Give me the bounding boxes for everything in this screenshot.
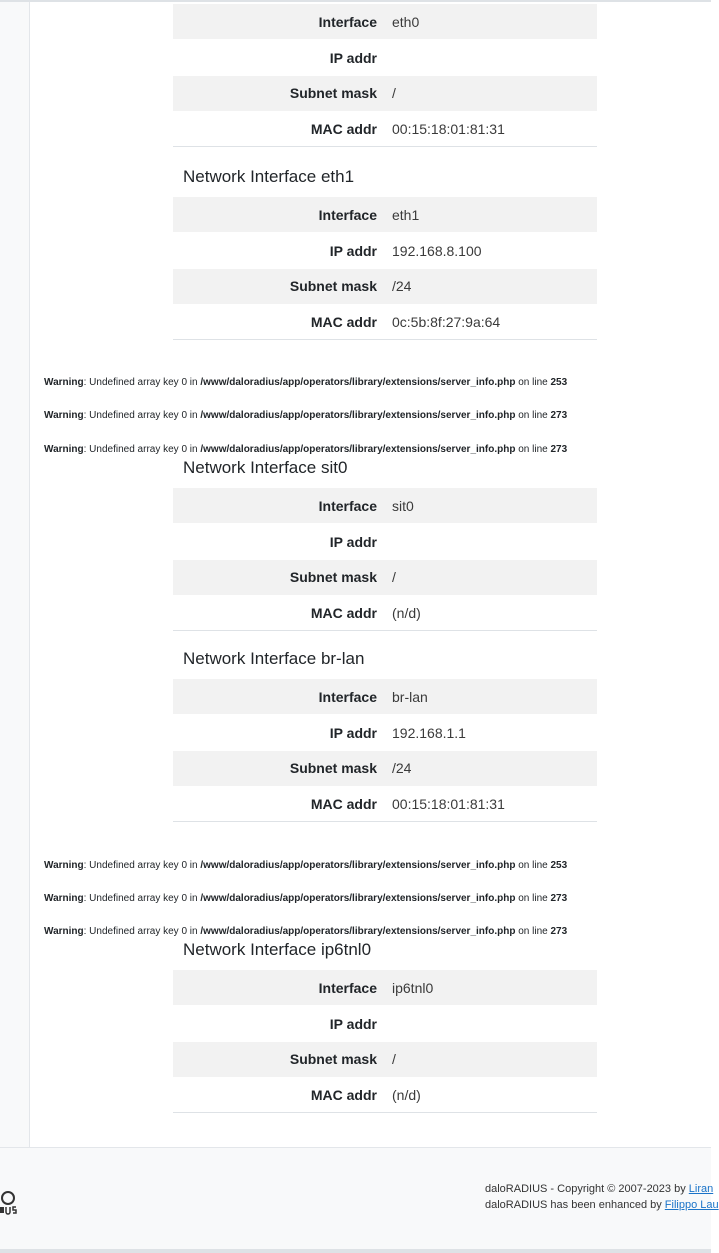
php-warning <box>44 893 567 905</box>
table-row <box>173 304 597 340</box>
field-label: IP addr <box>173 1006 385 1042</box>
warning-on-line: on line <box>515 410 551 421</box>
table-row <box>173 75 597 111</box>
warning-line: 273 <box>550 926 568 937</box>
field-value: / <box>385 1041 597 1077</box>
author-link[interactable]: Liran <box>688 1183 714 1195</box>
field-value: (n/d) <box>385 1077 597 1113</box>
interface-block-eth0 <box>173 4 597 147</box>
table-row <box>173 524 597 560</box>
table-row <box>173 488 597 524</box>
interface-table <box>173 197 597 340</box>
daloradius-logo-icon <box>0 1188 20 1216</box>
field-value: 00:15:18:01:81:31 <box>385 786 597 822</box>
field-label: IP addr <box>173 40 385 76</box>
warning-label: Warning <box>44 377 84 388</box>
php-warning <box>44 860 567 872</box>
footer-enhanced <box>485 1199 719 1211</box>
copyright-text: daloRADIUS - Copyright © 2007-2023 by <box>485 1183 689 1195</box>
field-value: / <box>385 559 597 595</box>
warning-label: Warning <box>44 444 84 455</box>
warning-path: /www/daloradius/app/operators/library/extensions/server_info.php <box>200 444 516 455</box>
warning-on-line: on line <box>515 444 551 455</box>
warning-line: 273 <box>550 410 568 421</box>
interface-title: Network Interface sit0 <box>183 458 348 477</box>
field-value <box>385 1006 597 1042</box>
warning-path: /www/daloradius/app/operators/library/extensions/server_info.php <box>200 893 516 904</box>
table-row <box>173 1041 597 1077</box>
field-label: IP addr <box>173 715 385 751</box>
interface-table <box>173 4 597 147</box>
warning-label: Warning <box>44 860 84 871</box>
field-label: Subnet mask <box>173 559 385 595</box>
field-value: (n/d) <box>385 595 597 631</box>
field-label: Subnet mask <box>173 750 385 786</box>
interface-title: Network Interface ip6tnl0 <box>183 940 372 959</box>
warning-message: : Undefined array key 0 in <box>83 410 201 421</box>
table-row <box>173 595 597 631</box>
warning-path: /www/daloradius/app/operators/library/extensions/server_info.php <box>200 377 516 388</box>
warning-line: 253 <box>550 377 568 388</box>
field-value: 192.168.1.1 <box>385 715 597 751</box>
interface-title: Network Interface br-lan <box>183 649 365 668</box>
table-row <box>173 1077 597 1113</box>
field-value: 0c:5b:8f:27:9a:64 <box>385 304 597 340</box>
warning-message: : Undefined array key 0 in <box>83 926 201 937</box>
warning-label: Warning <box>44 410 84 421</box>
field-value: ip6tnl0 <box>385 970 597 1006</box>
table-row <box>173 111 597 147</box>
warning-on-line: on line <box>515 377 551 388</box>
table-row <box>173 750 597 786</box>
interface-block-br-lan <box>173 647 597 822</box>
sidebar <box>0 2 30 1147</box>
warning-message: : Undefined array key 0 in <box>83 377 201 388</box>
php-warning <box>44 444 567 456</box>
field-label: IP addr <box>173 233 385 269</box>
table-row <box>173 233 597 269</box>
warning-on-line: on line <box>515 860 551 871</box>
field-value: sit0 <box>385 488 597 524</box>
table-row <box>173 1006 597 1042</box>
interface-table <box>173 679 597 822</box>
table-row <box>173 559 597 595</box>
footer-bottom-border <box>0 1249 711 1253</box>
warning-message: : Undefined array key 0 in <box>83 860 201 871</box>
field-label: Interface <box>173 4 385 40</box>
field-value <box>385 524 597 560</box>
warning-message: : Undefined array key 0 in <box>83 893 201 904</box>
table-row <box>173 679 597 715</box>
table-row <box>173 715 597 751</box>
field-value: br-lan <box>385 679 597 715</box>
field-label: IP addr <box>173 524 385 560</box>
field-label: Interface <box>173 679 385 715</box>
warning-label: Warning <box>44 893 84 904</box>
php-warning <box>44 377 567 389</box>
field-label: Interface <box>173 488 385 524</box>
table-row <box>173 970 597 1006</box>
field-value: 00:15:18:01:81:31 <box>385 111 597 147</box>
enhanced-text: daloRADIUS has been enhanced by <box>485 1199 665 1211</box>
interface-title: Network Interface eth1 <box>183 167 355 186</box>
field-label: Interface <box>173 970 385 1006</box>
table-row <box>173 197 597 233</box>
warning-on-line: on line <box>515 893 551 904</box>
main-content <box>30 2 711 1147</box>
warning-line: 273 <box>550 893 568 904</box>
warning-line: 273 <box>550 444 568 455</box>
field-value: eth1 <box>385 197 597 233</box>
interface-block-sit0 <box>173 456 597 631</box>
warning-path: /www/daloradius/app/operators/library/extensions/server_info.php <box>200 926 516 937</box>
field-value: /24 <box>385 750 597 786</box>
warning-path: /www/daloradius/app/operators/library/extensions/server_info.php <box>200 410 516 421</box>
interface-block-eth1 <box>173 165 597 340</box>
field-label: Subnet mask <box>173 75 385 111</box>
field-value: / <box>385 75 597 111</box>
footer-copyright <box>485 1183 713 1195</box>
field-label: MAC addr <box>173 304 385 340</box>
field-value: 192.168.8.100 <box>385 233 597 269</box>
field-label: MAC addr <box>173 786 385 822</box>
php-warning <box>44 410 567 422</box>
field-value: eth0 <box>385 4 597 40</box>
warning-path: /www/daloradius/app/operators/library/extensions/server_info.php <box>200 860 516 871</box>
php-warning <box>44 926 567 938</box>
table-row <box>173 40 597 76</box>
table-row <box>173 786 597 822</box>
field-label: MAC addr <box>173 595 385 631</box>
field-label: Interface <box>173 197 385 233</box>
field-label: Subnet mask <box>173 268 385 304</box>
enhancer-link[interactable]: Filippo Lau <box>664 1199 719 1211</box>
warning-on-line: on line <box>515 926 551 937</box>
footer <box>0 1147 714 1249</box>
interface-table <box>173 970 597 1113</box>
field-label: Subnet mask <box>173 1041 385 1077</box>
warning-line: 253 <box>550 860 568 871</box>
table-row <box>173 268 597 304</box>
field-value: /24 <box>385 268 597 304</box>
field-value <box>385 40 597 76</box>
table-row <box>173 4 597 40</box>
field-label: MAC addr <box>173 1077 385 1113</box>
warning-message: : Undefined array key 0 in <box>83 444 201 455</box>
warning-label: Warning <box>44 926 84 937</box>
field-label: MAC addr <box>173 111 385 147</box>
interface-table <box>173 488 597 631</box>
interface-block-ip6tnl0 <box>173 938 597 1113</box>
